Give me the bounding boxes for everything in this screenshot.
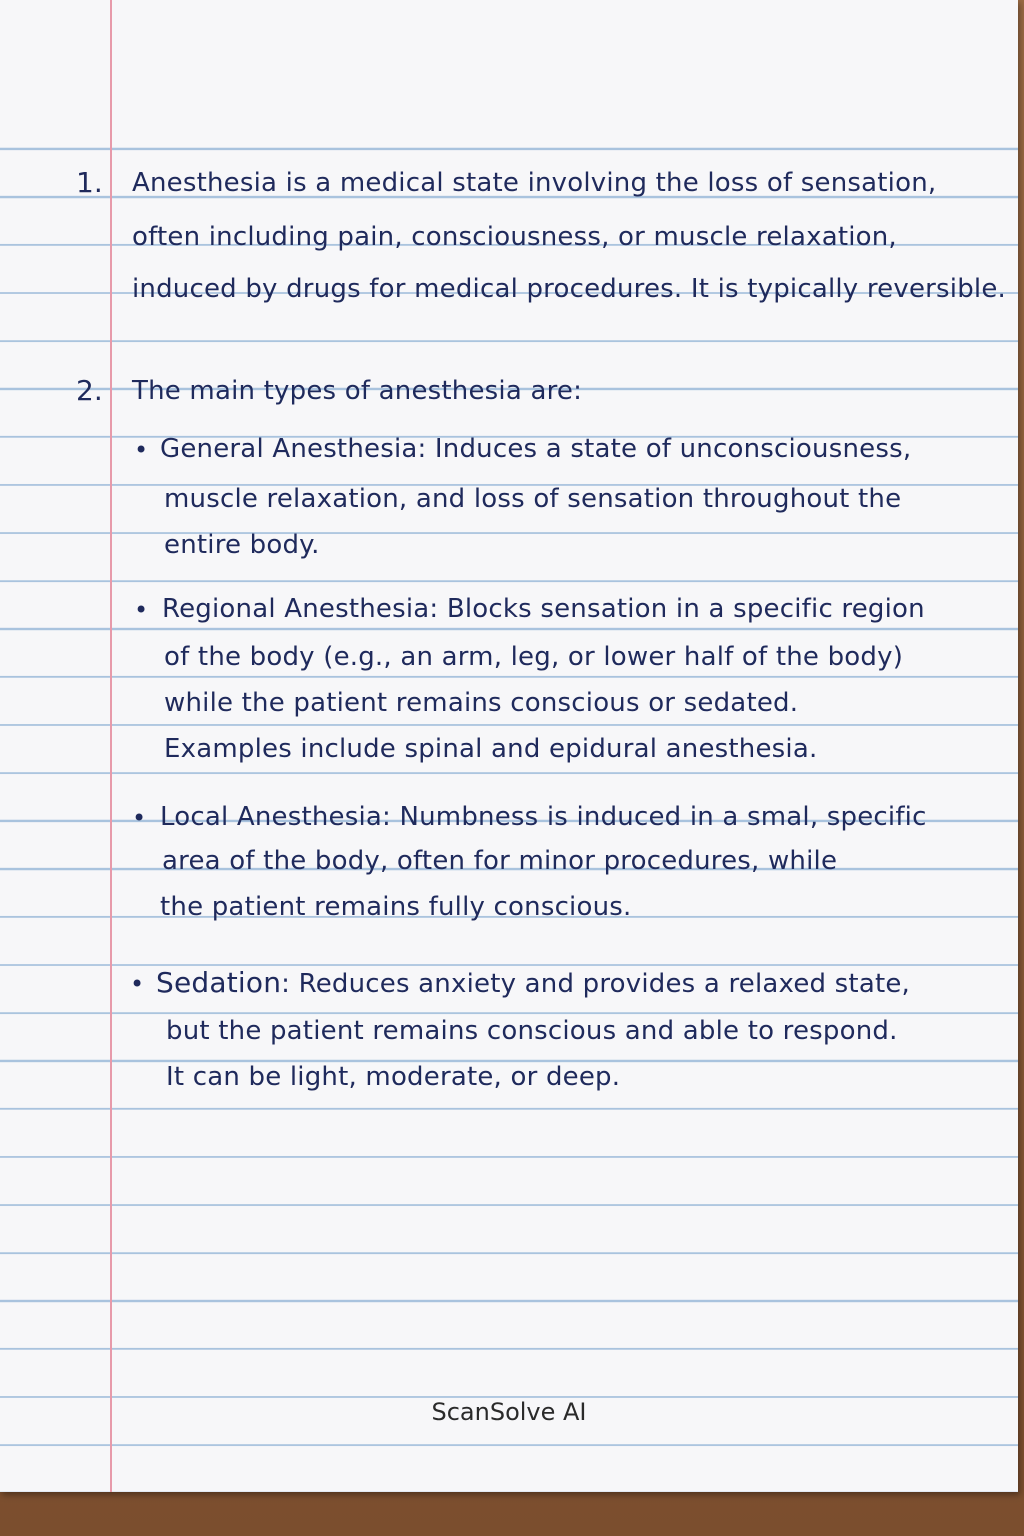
item-2-intro: The main types of anesthesia are: <box>132 376 583 406</box>
page-top-margin <box>0 0 1018 146</box>
bullet-regional: • <box>134 596 149 624</box>
local-line-2: area of the body, often for minor procedures, while <box>162 846 838 876</box>
general-line-3: entire body. <box>164 530 320 560</box>
item-2-number: 2. <box>76 374 103 407</box>
bullet-sedation: • <box>130 970 145 998</box>
sedation-line-3: It can be light, moderate, or deep. <box>166 1062 621 1092</box>
sedation-line-2: but the patient remains conscious and able to respond. <box>166 1016 898 1046</box>
regional-term: Regional Anesthesia: <box>162 594 439 624</box>
item-1-line-2: often including pain, consciousness, or muscle relaxation, <box>132 222 897 252</box>
general-line-2: muscle relaxation, and loss of sensation throughout the <box>164 484 902 514</box>
item-1-line-1: Anesthesia is a medical state involving the loss of sensation, <box>132 168 937 198</box>
local-term: Local Anesthesia: <box>160 802 391 832</box>
sedation-first-text: : Reduces anxiety and provides a relaxed state, <box>281 969 911 999</box>
bullet-general: • <box>134 436 149 464</box>
regional-line-4: Examples include spinal and epidural anesthesia. <box>164 734 818 764</box>
regional-line-3: while the patient remains conscious or sedated. <box>164 688 799 718</box>
general-term: General Anesthesia: <box>160 434 427 464</box>
general-first-line <box>160 434 911 464</box>
local-line-3: the patient remains fully conscious. <box>160 892 632 922</box>
regional-first-line <box>162 594 925 624</box>
regional-line-2: of the body (e.g., an arm, leg, or lower half of the body) <box>164 642 904 672</box>
item-1-number: 1. <box>76 166 103 199</box>
regional-first-text: Blocks sensation in a specific region <box>438 594 925 624</box>
item-1-line-3: induced by drugs for medical procedures. It is typically reversible. <box>132 274 1006 304</box>
local-first-text: Numbness is induced in a smal, specific <box>391 802 927 832</box>
sedation-term: Sedation <box>156 966 282 999</box>
margin-line <box>110 0 112 1492</box>
sedation-first-line <box>156 966 910 999</box>
general-first-text: Induces a state of unconsciousness, <box>426 434 912 464</box>
bullet-local: • <box>132 804 147 832</box>
scansolve-watermark: ScanSolve AI <box>431 1398 587 1426</box>
local-first-line <box>160 802 927 832</box>
